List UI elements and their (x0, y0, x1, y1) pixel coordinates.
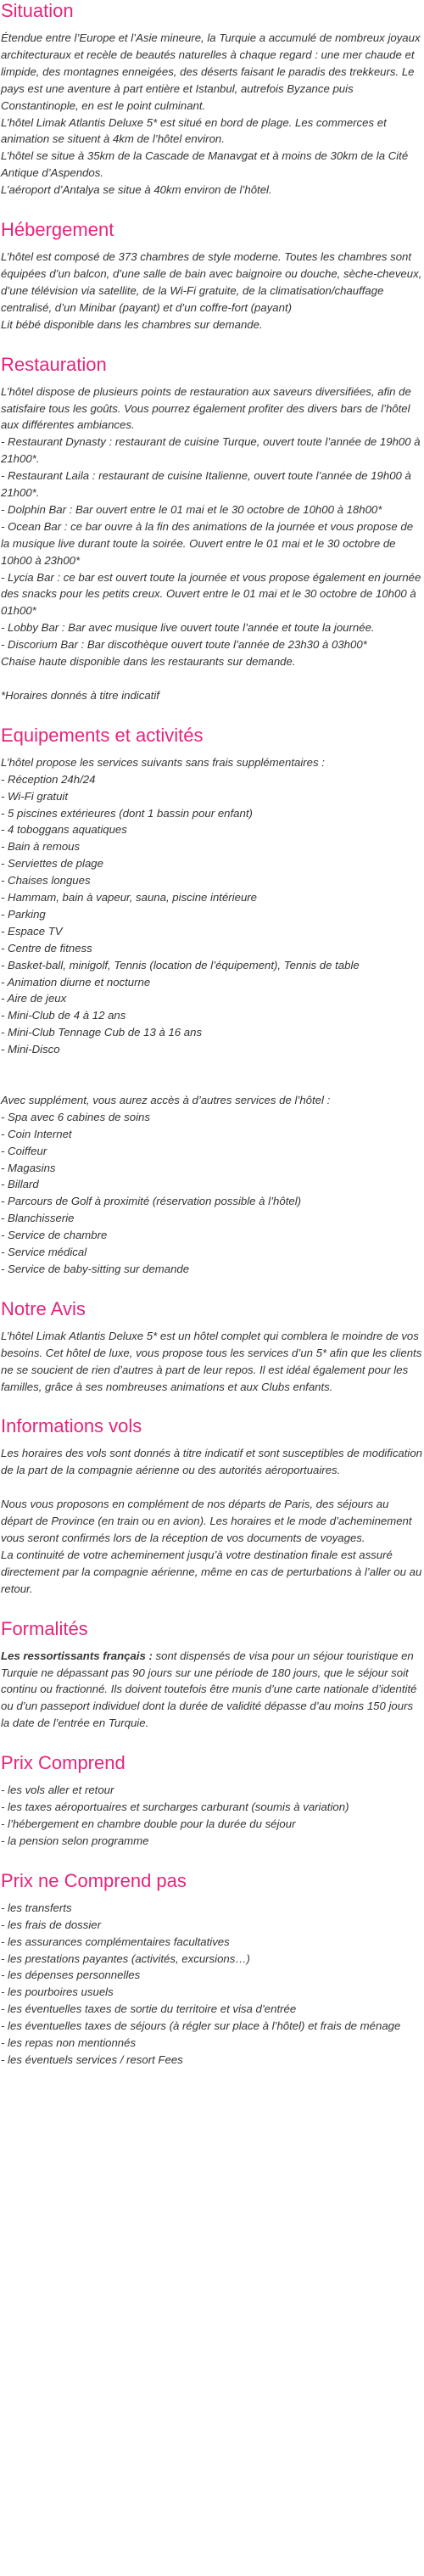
paragraph: L’hôtel Limak Atlantis Deluxe 5* est situé en bord de plage. Les commerces et animation se situent à 4km de l’hôtel environ. (1, 115, 387, 146)
list-item: - les transferts (1, 1901, 72, 1914)
list-item: - Dolphin Bar : Bar ouvert entre le 01 mai et le 30 octobre de 10h00 à 18h00* (1, 502, 382, 516)
list-item: - Hammam, bain à vapeur, sauna, piscine intérieure (1, 891, 257, 904)
list-item: - les dépenses personnelles (1, 1968, 141, 1982)
section-restauration (1, 354, 423, 704)
list-item: - Mini-Club Tennage Cub de 13 à 16 ans (1, 1026, 203, 1039)
list-item: - Service médical (1, 1246, 87, 1259)
spacer (1, 670, 423, 687)
paragraph: L’hôtel Limak Atlantis Deluxe 5* est un hôtel complet qui comblera le moindre de vos besoins. Cet hôtel de luxe, vous propose tous les services d’un 5* afin que les clients ne se soucient de rien d’autres à part de leur repos. Il est idéal également pour les familles, grâce à ses nombreuses animations et aux Clubs enfants. (1, 1329, 422, 1393)
list-item: - les éventuelles taxes de sortie du territoire et visa d’entrée (1, 2002, 297, 2016)
list-item: - Restaurant Laila : restaurant de cuisine Italienne, ouvert toute l’année de 19h00 à 21h00*. (1, 469, 411, 500)
paragraph: L’aéroport d’Antalya se situe à 40km environ de l’hôtel. (1, 183, 272, 197)
list-item: - les assurances complémentaires facultatives (1, 1935, 230, 1948)
list-item: - la pension selon programme (1, 1834, 149, 1847)
list-item: - Centre de fitness (1, 941, 92, 955)
section-title: Prix ne Comprend pas (1, 1869, 187, 1891)
list-item: - Magasins (1, 1161, 56, 1174)
list-item: - les repas non mentionnés (1, 2036, 137, 2050)
section-equipements (1, 725, 423, 1278)
list-item: - Espace TV (1, 924, 63, 938)
paragraph: Lit bébé disponible dans les chambres sur demande. (1, 317, 263, 331)
section-title: Notre Avis (1, 1297, 86, 1319)
list-item: - Blanchisserie (1, 1212, 75, 1225)
list-item: - Basket-ball, minigolf, Tennis (location de l’équipement), Tennis de table (1, 958, 360, 972)
paragraph-body: sont dispensés de visa pour un séjour touristique en Turquie ne dépassant pas 90 jours sur une période de 180 jours, que le séjour soit continu ou fractionné. Ils doivent toutefois être munis d’une carte nationale d’identité ou d’un passeport individuel dont la durée de validité dépasse d’au moins 150 jours la date de l’entrée en Turquie. (1, 1649, 417, 1730)
list-item: - Lycia Bar : ce bar est ouvert toute la journée et vous propose également en journée des snacks pour les petits creux. Ouvert entre le 01 mai et le 30 octobre de 10h00 à 01h00* (1, 570, 421, 618)
spacer (1, 1075, 423, 1092)
list-item: - les taxes aéroportuaires et surcharges carburant (soumis à variation) (1, 1800, 349, 1814)
list-item: - Billard (1, 1178, 39, 1191)
list-item: - les frais de dossier (1, 1918, 101, 1931)
section-title: Formalités (1, 1617, 88, 1639)
list-item: - Chaises longues (1, 874, 91, 888)
paragraph (1, 1648, 423, 1733)
list-item: - Bain à remous (1, 840, 81, 854)
paragraph: L’hôtel propose les services suivants sans frais supplémentaires : (1, 755, 325, 769)
section-prix-ne-comprend-pas (1, 1870, 423, 2069)
list-item: - Spa avec 6 cabines de soins (1, 1110, 150, 1123)
list-item: - Serviettes de plage (1, 857, 103, 871)
paragraph: Avec supplément, vous aurez accès à d’autres services de l’hôtel : (1, 1093, 331, 1106)
list-item: - Restaurant Dynasty : restaurant de cuisine Turque, ouvert toute l’année de 19h00 à 21h00*. (1, 435, 421, 466)
list-item: - Réception 24h/24 (1, 772, 96, 786)
list-item: - 5 piscines extérieures (dont 1 bassin pour enfant) (1, 806, 253, 820)
spacer (1, 1479, 423, 1496)
list-item: - les prestations payantes (activités, excursions…) (1, 1952, 250, 1965)
list-item: - Discorium Bar : Bar discothèque ouvert toute l’année de 23h30 à 03h00* (1, 638, 367, 652)
section-formalites (1, 1618, 423, 1733)
section-informations-vols (1, 1415, 423, 1597)
paragraph: Les horaires des vols sont donnés à titre indicatif et sont susceptibles de modification de la part de la compagnie aérienne ou des autorités aéroportuaires. (1, 1447, 423, 1477)
section-prix-comprend (1, 1752, 423, 1850)
section-title: Situation (1, 0, 74, 21)
list-item: - Wi-Fi gratuit (1, 789, 69, 803)
paragraph: Chaise haute disponible dans les restaurants sur demande. (1, 655, 296, 669)
paragraph: La continuité de votre acheminement jusqu’à votre destination finale est assuré directement par la compagnie aérienne, même en cas de perturbations à l’aller ou au retour. (1, 1548, 422, 1595)
list-item: - les éventuels services / resort Fees (1, 2052, 183, 2066)
section-title: Prix Comprend (1, 1752, 126, 1774)
list-item: - Service de baby-sitting sur demande (1, 1262, 190, 1275)
list-item: - Mini-Disco (1, 1043, 60, 1056)
footnote: *Horaires donnés à titre indicatif (1, 688, 159, 702)
section-notre-avis (1, 1298, 423, 1396)
list-item: - Mini-Club de 4 à 12 ans (1, 1009, 126, 1022)
list-item: - Animation diurne et nocturne (1, 975, 151, 988)
list-item: - Parcours de Golf à proximité (réservation possible à l’hôtel) (1, 1195, 302, 1208)
paragraph: Étendue entre l’Europe et l’Asie mineure, la Turquie a accumulé de nombreux joyaux architecturaux et recèle de beautés naturelles à chaque regard : une mer chaude et limpide, des montagnes enneigées, des déserts faisant le paradis des trekkeurs. Le pays est une aventure à part entière et Istanbul, autrefois Byzance puis Constantinople, en est le point culminant. (1, 31, 421, 112)
section-title: Informations vols (1, 1415, 142, 1437)
section-hebergement (1, 219, 423, 333)
spacer (1, 1058, 423, 1075)
list-item: - Lobby Bar : Bar avec musique live ouvert toute l’année et toute la journée. (1, 621, 375, 635)
list-item: - 4 toboggans aquatiques (1, 823, 127, 837)
section-title: Hébergement (1, 219, 114, 241)
list-item: - les vols aller et retour (1, 1784, 114, 1797)
list-item: - Service de chambre (1, 1229, 108, 1242)
list-item: - Ocean Bar : ce bar ouvre à la fin des animations de la journée et vous propose de la musique live durant toute la soirée. Ouvert entre le 01 mai et le 30 octobre de 10h00 à 23h00* (1, 519, 414, 567)
list-item: - Parking (1, 907, 46, 921)
section-title: Restauration (1, 353, 107, 375)
paragraph: Nous vous proposons en complément de nos départs de Paris, des séjours au départ de Province (en train ou en avion). Les horaires et le mode d’acheminement vous seront confirmés lors de la réception de vos documents de voyages. (1, 1498, 412, 1544)
list-item: - les pourboires usuels (1, 1985, 114, 1999)
list-item: - Aire de jeux (1, 992, 67, 1005)
paragraph: L’hôtel dispose de plusieurs points de restauration aux saveurs diversifiées, afin de satisfaire tous les goûts. Vous pourrez également profiter des divers bars de l’hôtel aux différentes ambiances. (1, 384, 411, 432)
paragraph: L’hôtel est composé de 373 chambres de style moderne. Toutes les chambres sont équipées d’un balcon, d’une salle de bain avec baignoire ou douche, sèche-cheveux, d’une télévision via satellite, de la Wi-Fi gratuite, de la climatisation/chauffage centralisé, d’un Minibar (payant) et d’un coffre-fort (payant) (1, 250, 422, 314)
list-item: - Coin Internet (1, 1127, 72, 1140)
section-situation (1, 0, 423, 199)
paragraph-lead: Les ressortissants français : (1, 1649, 153, 1662)
list-item: - Coiffeur (1, 1144, 47, 1157)
list-item: - l’hébergement en chambre double pour la durée du séjour (1, 1817, 296, 1830)
list-item: - les éventuelles taxes de séjours (à régler sur place à l’hôtel) et frais de ménage (1, 2019, 401, 2033)
paragraph: L’hôtel se situe à 35km de la Cascade de Manavgat et à moins de 30km de la Cité Antique d’Aspendos. (1, 149, 409, 180)
section-title: Equipements et activités (1, 724, 204, 746)
